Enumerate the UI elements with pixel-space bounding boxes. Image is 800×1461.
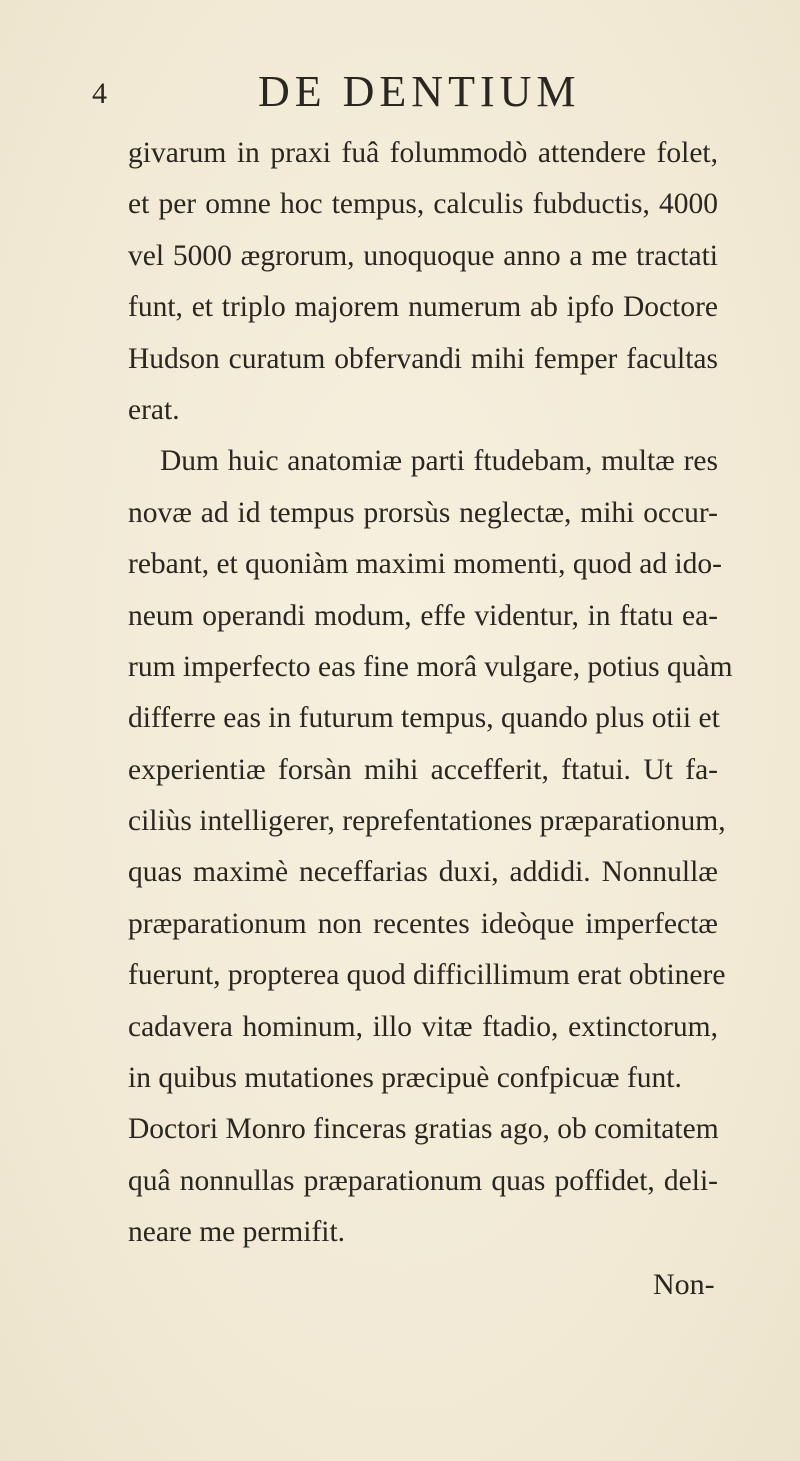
text-line: quâ nonnullas præparationum quas poffidet, deli- (128, 1164, 718, 1197)
text-line: neare me permifit. (128, 1216, 346, 1249)
text-line: fuerunt, propterea quod difficillimum erat obtinere (128, 959, 726, 992)
text-line: quas maximè neceffarias duxi, addidi. Nonnullæ (128, 856, 718, 889)
text-line: givarum in praxi fuâ folummodò attendere folet, (128, 137, 718, 169)
text-line: erat. (128, 393, 180, 426)
catchword: Non- (653, 1268, 715, 1301)
text-line: rum imperfecto eas fine morâ vulgare, potius quàm (128, 650, 733, 683)
text-line: rebant, et quoniàm maximi momenti, quod ad ido- (128, 548, 722, 581)
text-line: ciliùs intelligerer, reprefentationes præparationum, (128, 805, 726, 838)
text-line: Doctori Monro finceras gratias ago, ob comitatem (128, 1113, 719, 1146)
text-line: vel 5000 ægrorum, unoquoque anno a me tractati (128, 239, 718, 272)
text-line: cadavera hominum, illo vitæ ftadio, extinctorum, (128, 1010, 718, 1043)
text-line: funt, et triplo majorem numerum ab ipfo Doctore (128, 291, 718, 324)
text-line: Hudson curatum obfervandi mihi femper facultas (128, 342, 718, 375)
body-text (128, 128, 733, 1259)
paragraph-start-line: Dum huic anatomiæ parti ftudebam, multæ res (160, 445, 718, 478)
text-line: præparationum non recentes ideòque imperfectæ (128, 907, 718, 940)
page-number: 4 (92, 77, 107, 110)
text-line: et per omne hoc tempus, calculis fubductis, 4000 (128, 188, 718, 221)
text-line: differre eas in futurum tempus, quando plus otii et (128, 702, 720, 735)
text-line: neum operandi modum, effe videntur, in ftatu ea- (128, 599, 718, 632)
text-line: experientiæ forsàn mihi accefferit, ftatui. Ut fa- (128, 753, 718, 786)
running-head-title: DE DENTIUM (258, 67, 581, 116)
text-line: novæ ad id tempus prorsùs neglectæ, mihi occur- (128, 496, 718, 529)
running-head (0, 68, 800, 118)
text-line: in quibus mutationes præcipuè confpicuæ funt. (128, 1062, 682, 1095)
